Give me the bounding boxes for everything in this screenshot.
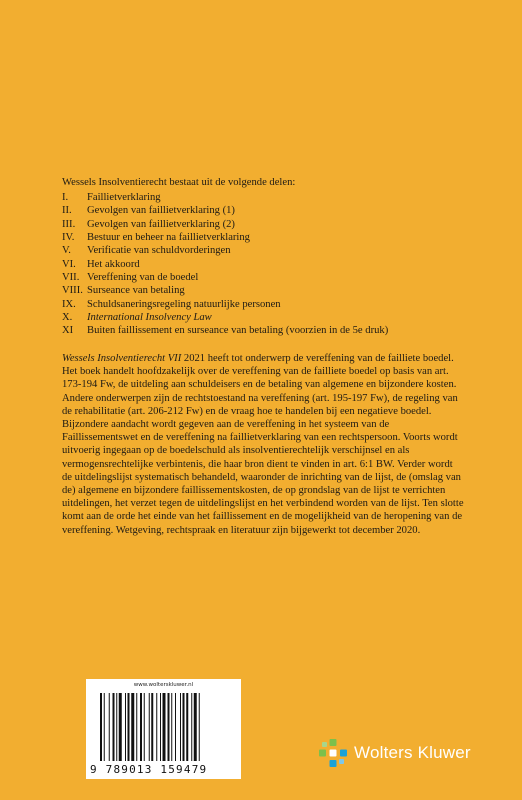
barcode-bar [199, 693, 200, 761]
part-row [62, 231, 482, 244]
part-title: Vereffening van de boedel [87, 272, 199, 284]
part-number: IV. [62, 232, 75, 244]
barcode-bar [136, 693, 137, 761]
series-intro: Wessels Insolventierecht bestaat uit de volgende delen: [62, 177, 296, 188]
logo-square [322, 742, 327, 747]
part-number: III. [62, 218, 76, 230]
barcode-url: www.wolterskluwer.nl [133, 682, 194, 688]
part-row [62, 311, 482, 324]
wolters-kluwer-logo-icon [318, 738, 348, 768]
barcode-bar [171, 693, 172, 761]
part-row [62, 324, 482, 337]
part-number: II. [62, 205, 72, 217]
part-title: International Insolvency Law [87, 312, 212, 324]
barcode-bar [180, 693, 181, 761]
barcode-bar [175, 693, 176, 761]
barcode-bar [116, 693, 117, 761]
book-title: Wessels Insolventierecht VII [62, 353, 182, 364]
barcode-box [86, 679, 241, 779]
parts-list [62, 191, 482, 338]
barcode-bar [163, 693, 166, 761]
part-title: Schuldsaneringsregeling natuurlijke personen [87, 298, 281, 310]
part-row [62, 218, 482, 231]
part-title: Surseance van betaling [87, 285, 185, 297]
barcode-bar [186, 693, 188, 761]
part-title: Gevolgen van faillietverklaring (1) [87, 205, 235, 217]
barcode-bar [113, 693, 115, 761]
barcode-bar [191, 693, 192, 761]
logo-square [330, 760, 337, 767]
logo-square [339, 759, 344, 764]
part-title: Buiten faillissement en surseance van betaling (voorzien in de 5e druk) [87, 325, 389, 337]
part-number: IX. [62, 298, 76, 310]
barcode-bar [151, 693, 153, 761]
barcode-bars [100, 693, 228, 761]
part-row [62, 271, 482, 284]
barcode-bar [104, 693, 105, 761]
part-number: VIII. [62, 285, 83, 297]
barcode-bar [194, 693, 197, 761]
publisher-logo [318, 738, 471, 768]
barcode-bar [156, 693, 157, 761]
part-number: VI. [62, 258, 76, 270]
part-row [62, 298, 482, 311]
part-title: Het akkoord [87, 258, 140, 270]
part-row [62, 244, 482, 257]
part-row [62, 191, 482, 204]
barcode-bar [119, 693, 122, 761]
publisher-name: Wolters Kluwer [354, 743, 471, 762]
part-row [62, 204, 482, 217]
barcode-bar [128, 693, 130, 761]
part-number: I. [62, 192, 69, 203]
barcode-bar [144, 693, 145, 761]
part-row [62, 284, 482, 297]
barcode-bar [125, 693, 126, 761]
logo-square [319, 750, 326, 757]
part-number: XI [62, 325, 74, 337]
part-number: V. [62, 245, 71, 257]
barcode-digits: 9 789013 159479 [90, 763, 208, 776]
part-title: Gevolgen van faillietverklaring (2) [87, 218, 235, 230]
description-text: 2021 heeft tot onderwerp de vereffening van de failliete boedel. Het boek handelt hoofdzakelijk over de vereffening van de failliete boedel op basis van art. 173-194 Fw, de uitdeling aan schuldeisers en de betaling van algemene en bijzondere kosten. Andere onderwerpen zijn de rechtstoestand na vereffening (art. 195-197 Fw), de regeling van de rehabilitatie (art. 206-212 Fw) en de vraag hoe te handelen bij een negatieve boedel. Bijzondere aandacht wordt gegeven aan de vereffening in het systeem van de Faillissementswet en de vereffening na faillietverklaring van een rechtspersoon. Voorts wordt uitvoerig ingegaan op de boedelschuld als insolventierechtelijk verschijnsel en als vermogensrechtelijke verbintenis, die haar bron dient te vinden in art. 6:1 BW. Verder wordt de uitdelingslijst systematisch behandeld, waaronder de inrichting van de lijst, de (omslag van de) algemene en bijzondere faillissementskosten, de op grondslag van de lijst te verrichten uitdelingen, het verzet tegen de uitdelingslijst en het verbindend worden van de lijst. Ten slotte komt aan de orde het einde van het faillissement en de mogelijkheid van de heropening van de vereffening. Wetgeving, rechtspraak en literatuur zijn bijgewerkt tot december 2020. [62, 353, 464, 536]
part-title: Faillietverklaring [87, 192, 161, 203]
logo-square [330, 739, 337, 746]
barcode-bar [168, 693, 170, 761]
logo-square [330, 750, 337, 757]
barcode-bar [109, 693, 110, 761]
barcode-bar [149, 693, 150, 761]
barcode-bar [183, 693, 185, 761]
logo-square [340, 750, 347, 757]
barcode-bar [160, 693, 161, 761]
part-row [62, 258, 482, 271]
barcode-bar [100, 693, 102, 761]
part-number: VII. [62, 272, 80, 284]
part-title: Verificatie van schuldvorderingen [87, 245, 231, 257]
description-paragraph [62, 352, 464, 537]
description [62, 352, 464, 537]
barcode-bar [131, 693, 134, 761]
part-title: Bestuur en beheer na faillietverklaring [87, 232, 250, 244]
barcode-bar [140, 693, 142, 761]
part-number: X. [62, 312, 73, 324]
